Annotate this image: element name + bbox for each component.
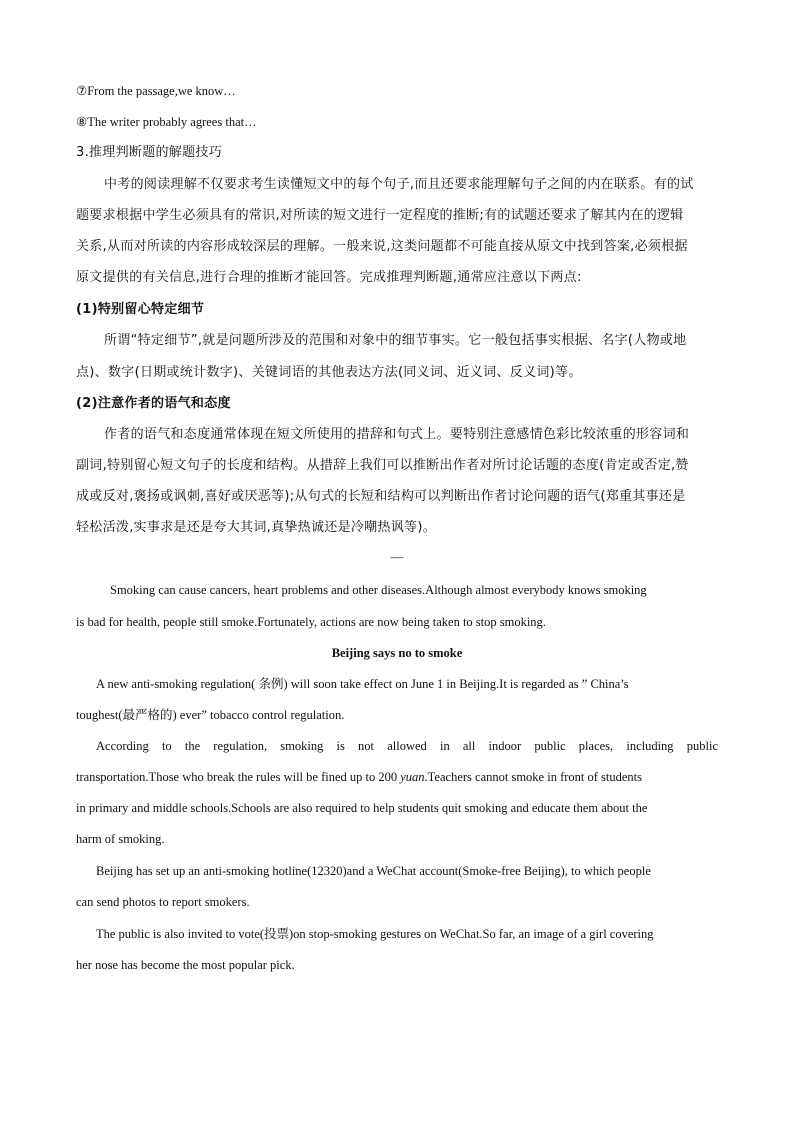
passage-line: A new anti-smoking regulation( 条例) will soon take effect on June 1 in Beijing.It is regarded as ” China’s — [96, 677, 629, 691]
question-stem-8: ⑧The writer probably agrees that… — [76, 115, 257, 129]
passage-line: her nose has become the most popular pick. — [76, 958, 295, 972]
passage-line: can send photos to report smokers. — [76, 895, 250, 909]
paragraph-line: 点)、数字(日期或统计数字)、关键词语的其他表达方法(同义词、近义词、反义词)等。 — [76, 365, 582, 380]
paragraph-line: 所谓“特定细节”,就是问题所涉及的范围和对象中的细节事实。它一般包括事实根据、名字(人物或地 — [104, 333, 687, 348]
passage-line: The public is also invited to vote(投票)on stop-smoking gestures on WeChat.So far, an image of a girl covering — [96, 927, 654, 941]
passage-line: harm of smoking. — [76, 832, 165, 846]
paragraph-line: 轻松活泼,实事求是还是夸大其词,真挚热诚还是冷嘲热讽等)。 — [76, 520, 437, 535]
passage-line: Beijing has set up an anti-smoking hotline(12320)and a WeChat account(Smoke-free Beijing), to which people — [96, 864, 651, 878]
subheading-2: (2)注意作者的语气和态度 — [76, 396, 231, 411]
paragraph-line: 副词,特别留心短文句子的长度和结构。从措辞上我们可以推断出作者对所讨论话题的态度(肯定或否定,赞 — [76, 458, 689, 473]
section-heading: 3.推理判断题的解题技巧 — [76, 145, 223, 160]
passage-italic-word: yuan — [400, 770, 425, 784]
section-divider: — — [390, 550, 404, 564]
paragraph-line: 中考的阅读理解不仅要求考生读懂短文中的每个句子,而且还要求能理解句子之间的内在联系。有的试 — [104, 177, 694, 192]
passage-line — [76, 768, 718, 786]
passage-line: in primary and middle schools.Schools are also required to help students quit smoking and educate them about the — [76, 801, 648, 815]
question-stem-7: ⑦From the passage,we know… — [76, 84, 236, 98]
paragraph-line: 原文提供的有关信息,进行合理的推断才能回答。完成推理判断题,通常应注意以下两点: — [76, 270, 582, 285]
passage-line: Smoking can cause cancers, heart problems and other diseases.Although almost everybody knows smoking — [110, 583, 647, 597]
paragraph-line: 成或反对,褒扬或讽刺,喜好或厌恶等);从句式的长短和结构可以判断出作者讨论问题的语气(郑重其事还是 — [76, 489, 686, 504]
passage-line: According to the regulation, smoking is not allowed in all indoor public places, including public — [96, 739, 718, 753]
passage-line: toughest(最严格的) ever” tobacco control regulation. — [76, 708, 345, 722]
subheading-1: (1)特别留心特定细节 — [76, 302, 205, 317]
paragraph-line: 关系,从而对所读的内容形成较深层的理解。一般来说,这类问题都不可能直接从原文中找到答案,必须根据 — [76, 239, 688, 254]
passage-text: transportation.Those who break the rules will be fined up to 200 — [76, 770, 401, 784]
passage-title: Beijing says no to smoke — [331, 646, 463, 660]
paragraph-line: 作者的语气和态度通常体现在短文所使用的措辞和句式上。要特别注意感情色彩比较浓重的形容词和 — [104, 427, 690, 442]
paragraph-line: 题要求根据中学生必须具有的常识,对所读的短文进行一定程度的推断;有的试题还要求了解其内在的逻辑 — [76, 208, 684, 223]
passage-line: is bad for health, people still smoke.Fortunately, actions are now being taken to stop smoking. — [76, 615, 546, 629]
passage-text: .Teachers cannot smoke in front of students — [424, 770, 643, 784]
